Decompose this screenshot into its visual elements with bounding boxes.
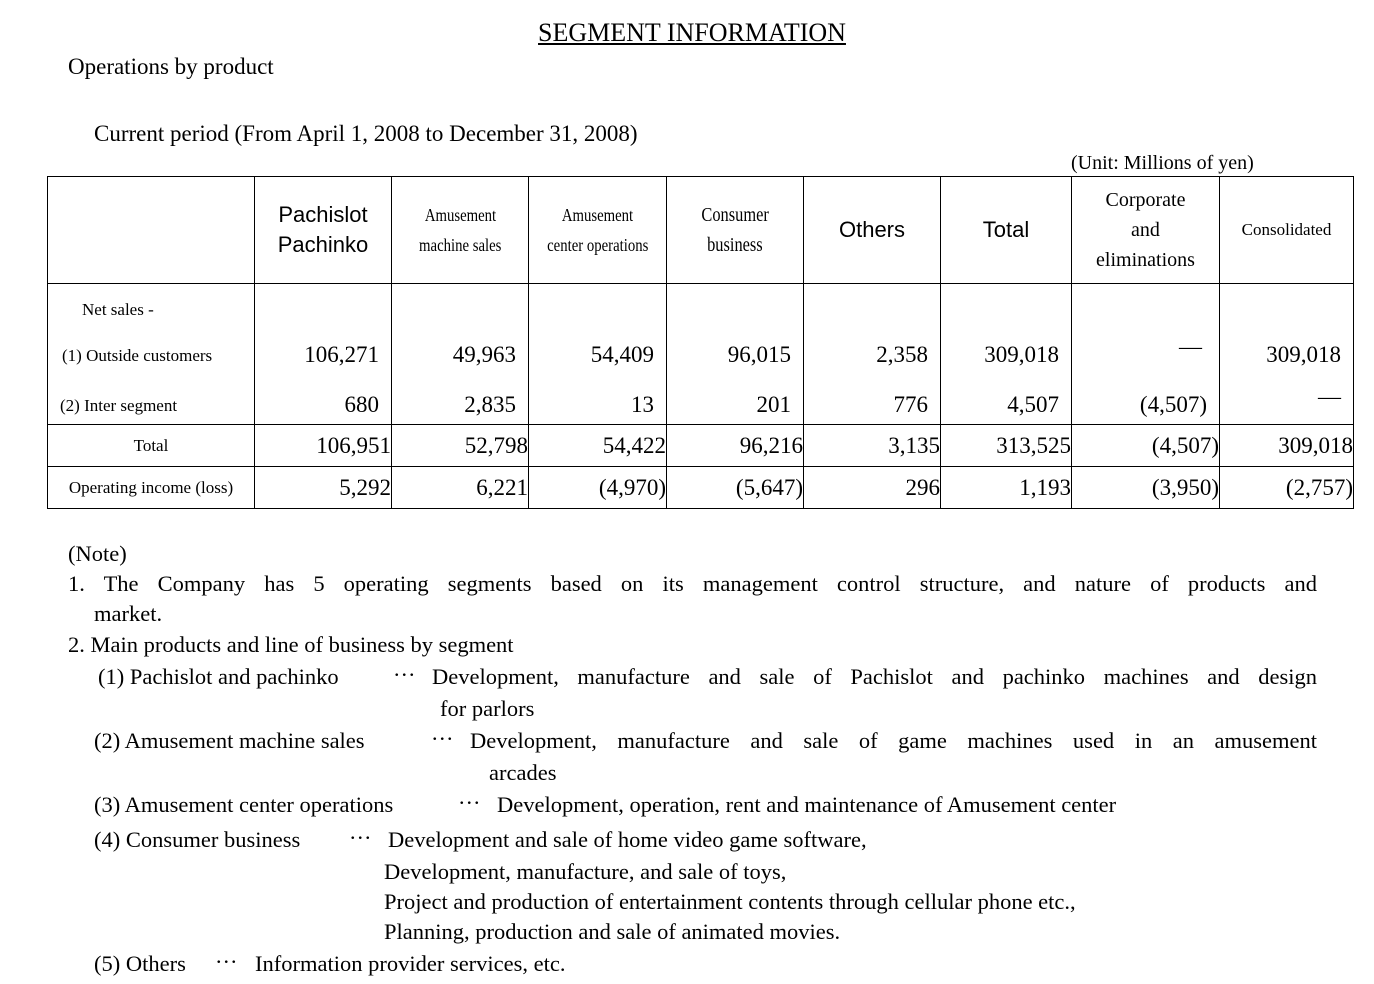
inter-segment-label: (2) Inter segment: [60, 396, 178, 415]
note-2: 2. Main products and line of business by segment: [68, 632, 514, 657]
table-cell: (2,757): [1220, 467, 1354, 509]
table-cell: 3,135: [804, 425, 941, 467]
header-consumer-business: [667, 177, 804, 284]
table-cell: 106,951: [255, 425, 392, 467]
header-total: [941, 177, 1072, 284]
table-cell: (3,950): [1072, 467, 1220, 509]
segment-3-line-1: Development, operation, rent and maintenance of Amusement center: [497, 792, 1117, 817]
header-pachislot: [255, 177, 392, 284]
table-header-row: [48, 177, 1354, 284]
table-row: [48, 425, 1354, 467]
header-text: Consolidated: [1241, 220, 1332, 239]
table-cell: 49,963: [452, 342, 516, 367]
net-sales-label: Net sales -: [82, 300, 154, 319]
header-text: Amusement: [561, 205, 634, 225]
table-cell: 296: [804, 467, 941, 509]
segment-4-line-4: Planning, production and sale of animated movies.: [384, 919, 841, 944]
header-others: [804, 177, 941, 284]
table-cell: —: [1179, 334, 1202, 359]
header-consolidated: [1220, 177, 1354, 284]
table-cell: 776: [893, 392, 928, 417]
table-cell: 309,018: [1266, 342, 1341, 367]
table-cell: 680: [344, 392, 379, 417]
table-cell: 201: [756, 392, 791, 417]
header-blank-cell: [48, 177, 255, 284]
table-cell: (4,507): [1072, 425, 1220, 467]
table-cell: 54,422: [529, 425, 667, 467]
dots-icon: ···: [393, 662, 416, 687]
total-label: Total: [48, 425, 255, 467]
net-sales-block: [48, 284, 1354, 425]
table-cell: 52,798: [392, 425, 529, 467]
section-subtitle: Operations by product: [68, 54, 274, 79]
period-label: Current period (From April 1, 2008 to December 31, 2008): [94, 121, 638, 146]
table-cell: (4,507): [1139, 392, 1207, 417]
dots-icon: ···: [349, 825, 372, 850]
dots-icon: ···: [458, 790, 481, 815]
table-cell: 1,193: [941, 467, 1072, 509]
table-cell: 2,835: [464, 392, 516, 417]
segment-5-line-1: Information provider services, etc.: [255, 951, 566, 976]
table-cell: 313,525: [941, 425, 1072, 467]
table-cell: 96,015: [727, 342, 791, 367]
header-text: machine sales: [418, 235, 502, 255]
table-cell: (4,970): [529, 467, 667, 509]
segment-2-heading: (2) Amusement machine sales: [94, 728, 365, 753]
table-cell: 54,409: [590, 342, 654, 367]
segment-4-heading: (4) Consumer business: [94, 827, 301, 852]
segment-4-line-2: Development, manufacture, and sale of toys,: [384, 859, 787, 884]
header-amusement-center-operations: [529, 177, 667, 284]
header-text: Consumer: [701, 204, 769, 226]
header-text: business: [707, 234, 763, 256]
header-text: eliminations: [1096, 249, 1195, 271]
header-text: center operations: [546, 235, 649, 255]
segment-4-line-3: Project and production of entertainment contents through cellular phone etc.,: [384, 889, 1076, 914]
header-amusement-machine-sales: [392, 177, 529, 284]
table-cell: 13: [631, 392, 654, 417]
page-title: SEGMENT INFORMATION: [538, 18, 846, 47]
header-text: Others: [838, 217, 906, 242]
table-cell: 5,292: [255, 467, 392, 509]
table-cell: 2,358: [876, 342, 928, 367]
table-cell: —: [1318, 384, 1341, 409]
header-text: Amusement: [424, 205, 496, 225]
header-text: Pachislot: [278, 202, 368, 227]
header-text: Total: [982, 217, 1030, 242]
dots-icon: ···: [215, 949, 238, 974]
table-cell: 4,507: [1007, 392, 1059, 417]
table-cell: 6,221: [392, 467, 529, 509]
header-text: Corporate: [1105, 189, 1186, 211]
note-1-line-1: 1. The Company has 5 operating segments based on its management control structure, and nature of products and: [68, 571, 1317, 596]
segment-1-heading: (1) Pachislot and pachinko: [98, 664, 339, 689]
table-cell: 106,271: [304, 342, 379, 367]
segment-2-line-1: Development, manufacture and sale of game machines used in an amusement: [470, 728, 1317, 753]
dots-icon: ···: [431, 726, 454, 751]
header-corporate-eliminations: [1072, 177, 1220, 284]
segment-1-line-2: for parlors: [440, 696, 535, 721]
segment-2-line-2: arcades: [489, 760, 557, 785]
note-1-line-2: market.: [94, 601, 163, 626]
segment-table: [47, 176, 1354, 509]
header-text: and: [1131, 219, 1160, 241]
table-cell: 309,018: [984, 342, 1059, 367]
segment-5-heading: (5) Others: [94, 951, 186, 976]
operating-income-label: Operating income (loss): [48, 467, 255, 509]
segment-3-heading: (3) Amusement center operations: [94, 792, 394, 817]
table-row: [48, 467, 1354, 509]
header-text: Pachinko: [277, 232, 369, 257]
outside-customers-label: (1) Outside customers: [62, 346, 213, 365]
unit-label: (Unit: Millions of yen): [1071, 152, 1254, 174]
segment-1-line-1: Development, manufacture and sale of Pachislot and pachinko machines and design: [432, 664, 1317, 689]
segment-4-line-1: Development and sale of home video game software,: [388, 827, 867, 852]
row-labels-cell: [48, 284, 255, 425]
table-cell: 309,018: [1220, 425, 1354, 467]
table-cell: 96,216: [667, 425, 804, 467]
note-heading: (Note): [68, 541, 127, 566]
table-cell: (5,647): [667, 467, 804, 509]
